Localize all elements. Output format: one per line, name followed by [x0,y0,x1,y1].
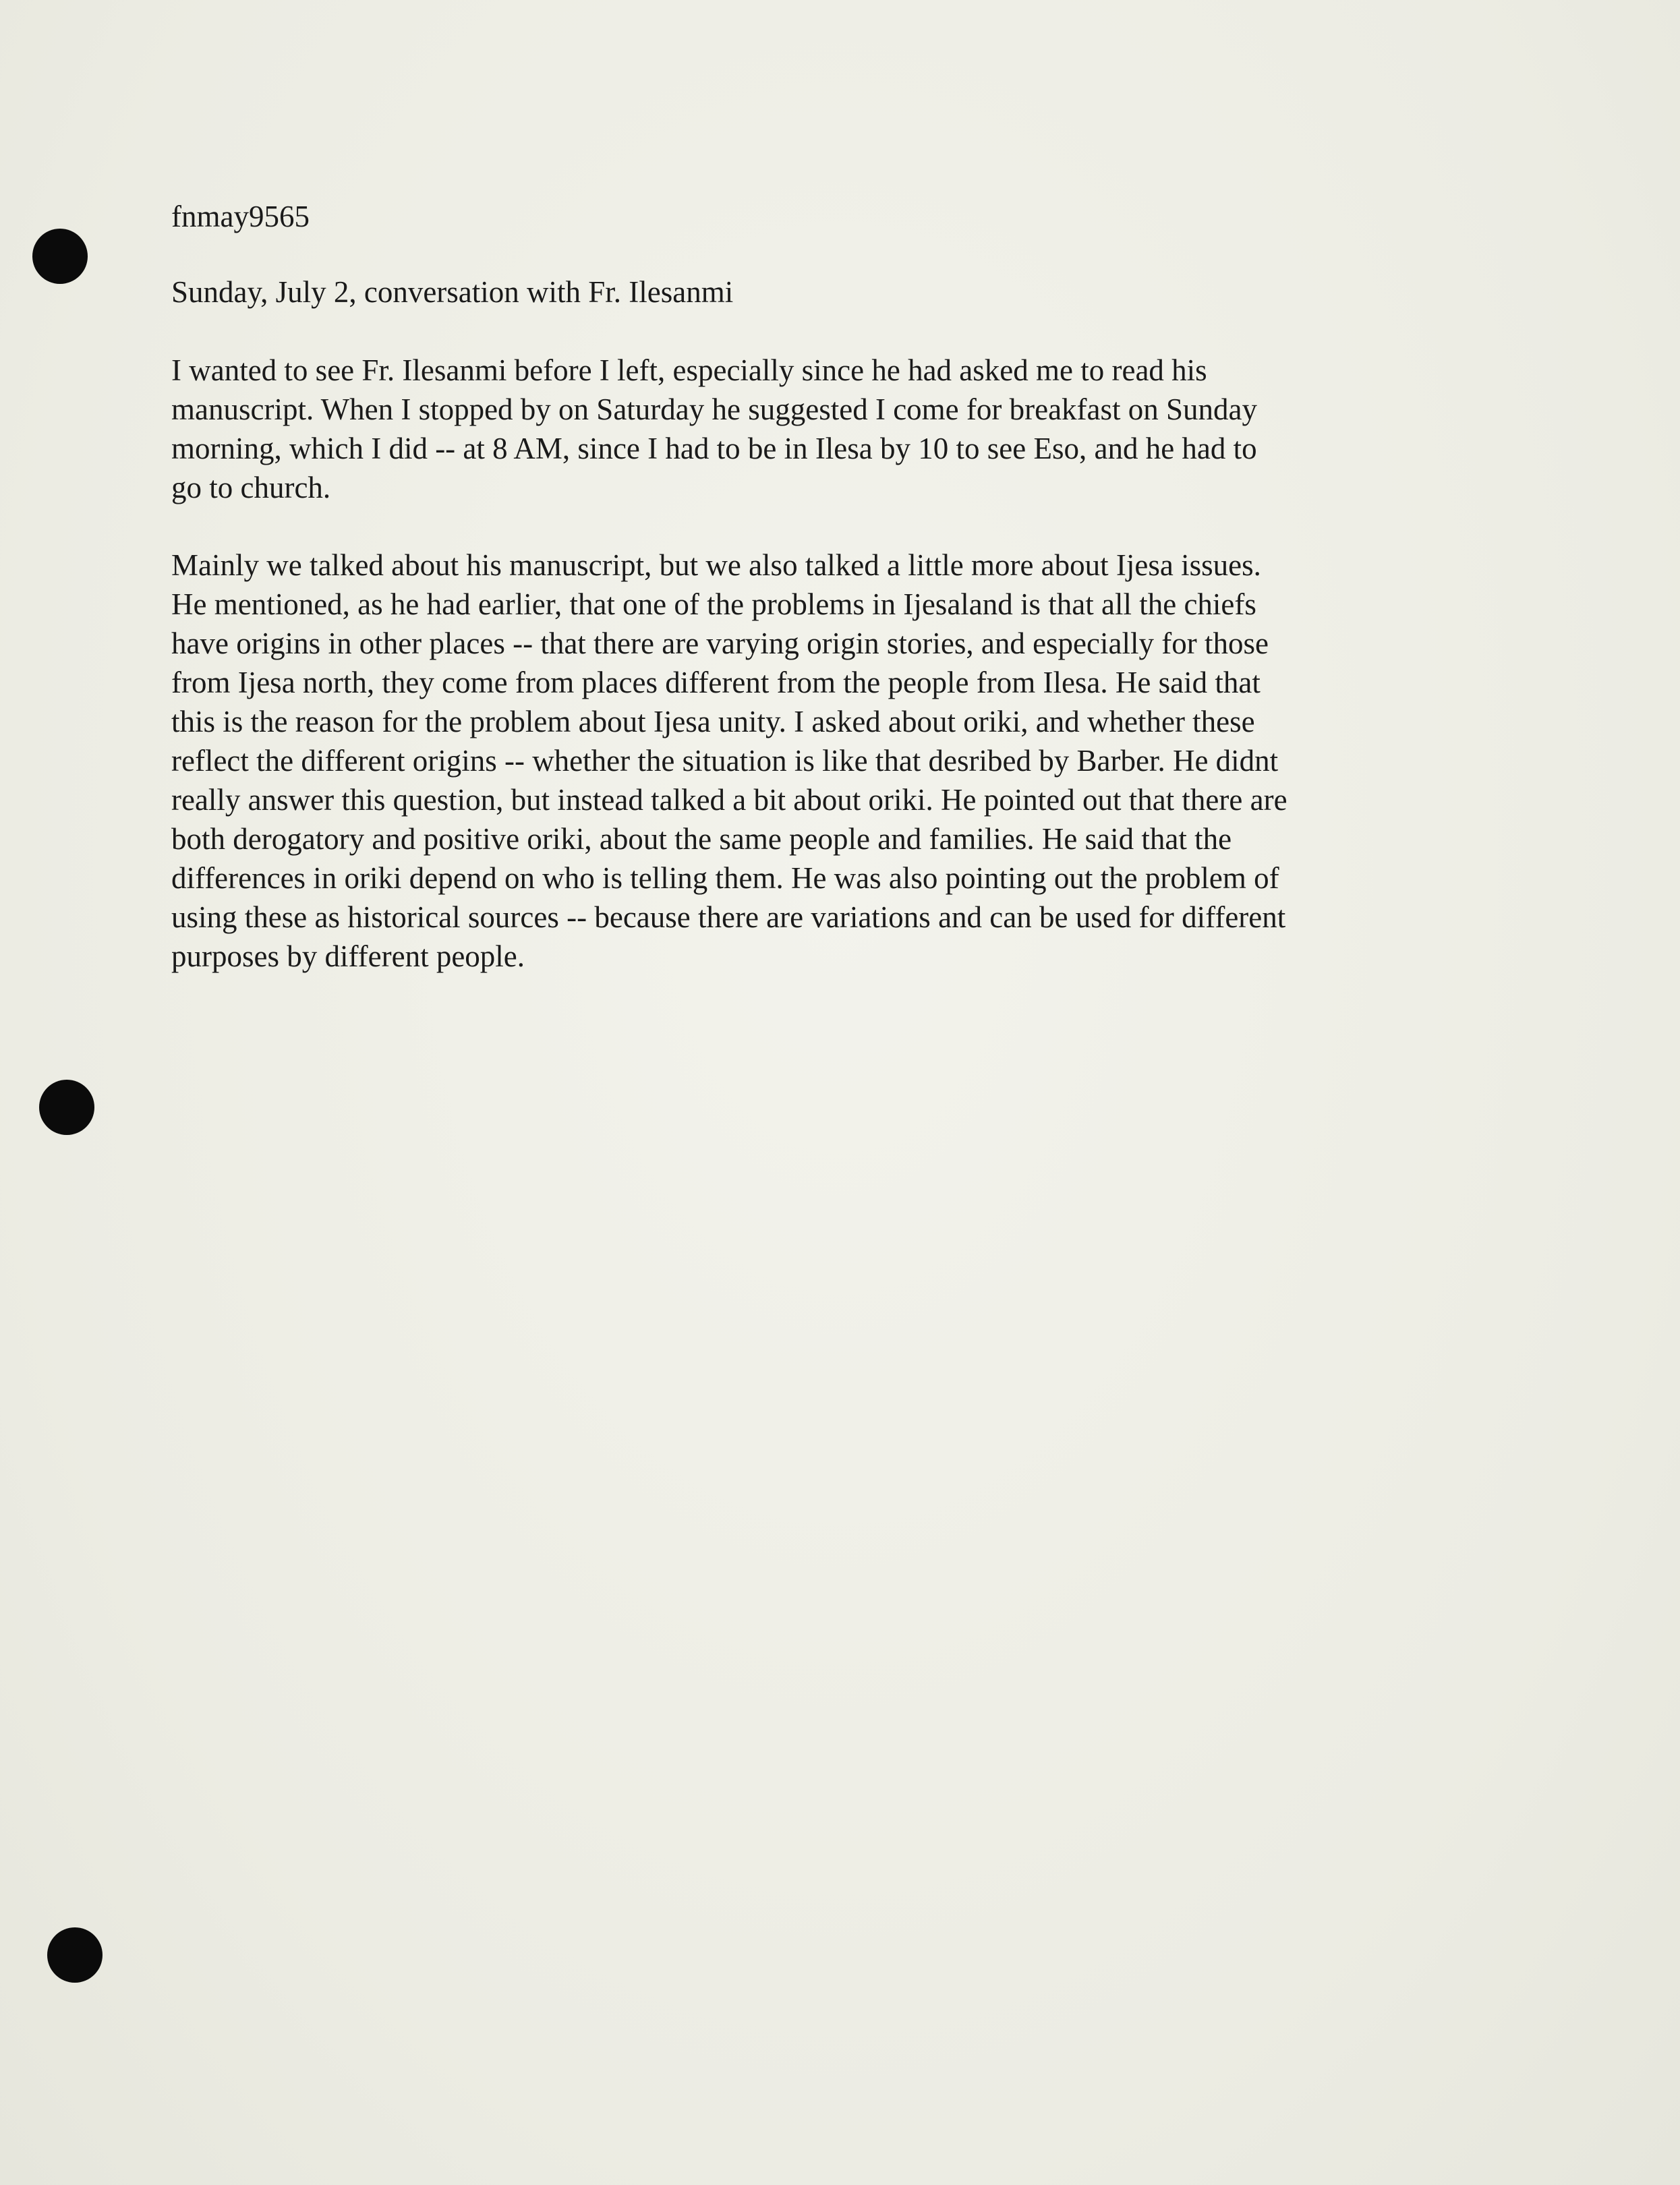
paragraph-line: reflect the different origins -- whether the situation is like that desribed by Barber. He didnt [171,744,1279,778]
paragraph-line: both derogatory and positive oriki, about the same people and families. He said that the [171,822,1232,856]
paragraph-line: really answer this question, but instead talked a bit about oriki. He pointed out that there are [171,783,1287,817]
document-body [171,197,1527,1014]
paragraph-line: go to church. [171,471,331,504]
paragraph-line: manuscript. When I stopped by on Saturday he suggested I come for breakfast on Sunday [171,392,1258,426]
paragraph-line: purposes by different people. [171,939,525,973]
punch-hole-middle [39,1080,94,1135]
paragraph-line: Mainly we talked about his manuscript, but we also talked a little more about Ijesa issues. [171,548,1261,582]
paragraph-line: using these as historical sources -- because there are variations and can be used for different [171,900,1286,934]
punch-hole-bottom [47,1927,103,1983]
paragraph-2 [171,546,1527,976]
paragraph-line: He mentioned, as he had earlier, that one of the problems in Ijesaland is that all the chiefs [171,587,1256,621]
paragraph-line: morning, which I did -- at 8 AM, since I had to be in Ilesa by 10 to see Eso, and he had to [171,432,1257,465]
paragraph-line: differences in oriki depend on who is telling them. He was also pointing out the problem of [171,861,1279,895]
document-id: fnmay9565 [171,200,310,233]
paragraph-1 [171,351,1527,507]
paragraph-line: this is the reason for the problem about Ijesa unity. I asked about oriki, and whether these [171,705,1255,738]
paragraph-line: I wanted to see Fr. Ilesanmi before I left, especially since he had asked me to read his [171,353,1207,387]
paragraph-line: from Ijesa north, they come from places different from the people from Ilesa. He said that [171,666,1261,699]
paragraph-line: have origins in other places -- that there are varying origin stories, and especially for those [171,627,1269,660]
document-heading: Sunday, July 2, conversation with Fr. Ilesanmi [171,275,734,309]
punch-hole-top [32,229,88,284]
